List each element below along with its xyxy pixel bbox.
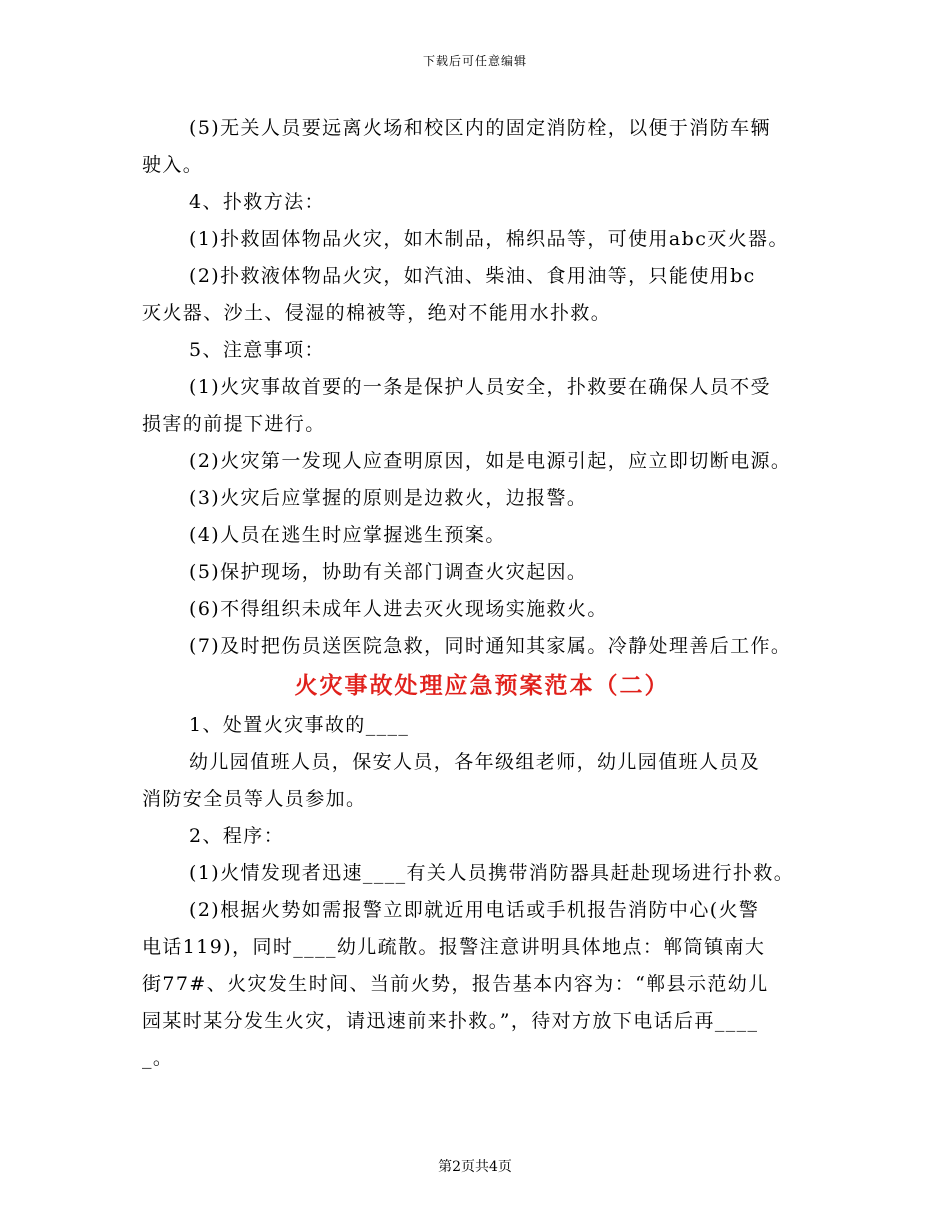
paragraph-line: _。 [142, 1047, 174, 1069]
paragraph-line: (1)火灾事故首要的一条是保护人员安全，扑救要在确保人员不受 [189, 376, 771, 398]
document-body [142, 110, 822, 1077]
paragraph-line: 驶入。 [142, 154, 204, 176]
paragraph-line: 园某时某分发生火灾，请迅速前来扑救。”，待对方放下电话后再____ [142, 1010, 759, 1032]
paragraph-line: 消防安全员等人员参加。 [142, 788, 367, 810]
paragraph-line: 灭火器、沙土、侵湿的棉被等，绝对不能用水扑救。 [142, 302, 612, 324]
paragraph-line: (5)无关人员要远离火场和校区内的固定消防栓，以便于消防车辆 [189, 117, 771, 139]
section-title: 火灾事故处理应急预案范本（二） [294, 672, 670, 699]
section-one-body [142, 110, 822, 665]
paragraph-line: 2、程序： [189, 825, 285, 847]
paragraph-line: (2)火灾第一发现人应查明原因，如是电源引起，应立即切断电源。 [189, 450, 792, 472]
section-two-body [142, 707, 822, 1077]
page-footer: 第2页共4页 [438, 1159, 512, 1175]
paragraph-line: (6)不得组织未成年人进去灭火现场实施救火。 [189, 598, 608, 620]
paragraph-line: (5)保护现场，协助有关部门调查火灾起因。 [189, 561, 588, 583]
paragraph-line: (3)火灾后应掌握的原则是边救火，边报警。 [189, 487, 588, 509]
paragraph-line: (4)人员在逃生时应掌握逃生预案。 [189, 524, 506, 546]
paragraph-line: (1)扑救固体物品火灾，如木制品，棉织品等，可使用abc灭火器。 [189, 228, 789, 250]
paragraph-line: (2)根据火势如需报警立即就近用电话或手机报告消防中心(火警 [189, 899, 760, 921]
paragraph-line: 1、处置火灾事故的____ [189, 714, 410, 736]
page-header: 下载后可任意编辑 [422, 54, 527, 68]
paragraph-line: 4、扑救方法： [189, 191, 325, 213]
paragraph-line: (1)火情发现者迅速____有关人员携带消防器具赶赴现场进行扑救。 [189, 862, 795, 884]
paragraph-line: 幼儿园值班人员，保安人员，各年级组老师，幼儿园值班人员及 [189, 751, 761, 773]
paragraph-line: 损害的前提下进行。 [142, 413, 326, 435]
paragraph-line: 5、注意事项： [189, 339, 325, 361]
paragraph-line: (2)扑救液体物品火灾，如汽油、柴油、食用油等，只能使用bc [189, 265, 756, 287]
paragraph-line: 电话119)，同时____幼儿疏散。报警注意讲明具体地点：郸筒镇南大 [142, 936, 766, 958]
paragraph-line: 街77#、火灾发生时间、当前火势，报告基本内容为：“郸县示范幼儿 [142, 973, 769, 995]
paragraph-line: (7)及时把伤员送医院急救，同时通知其家属。冷静处理善后工作。 [189, 635, 792, 657]
